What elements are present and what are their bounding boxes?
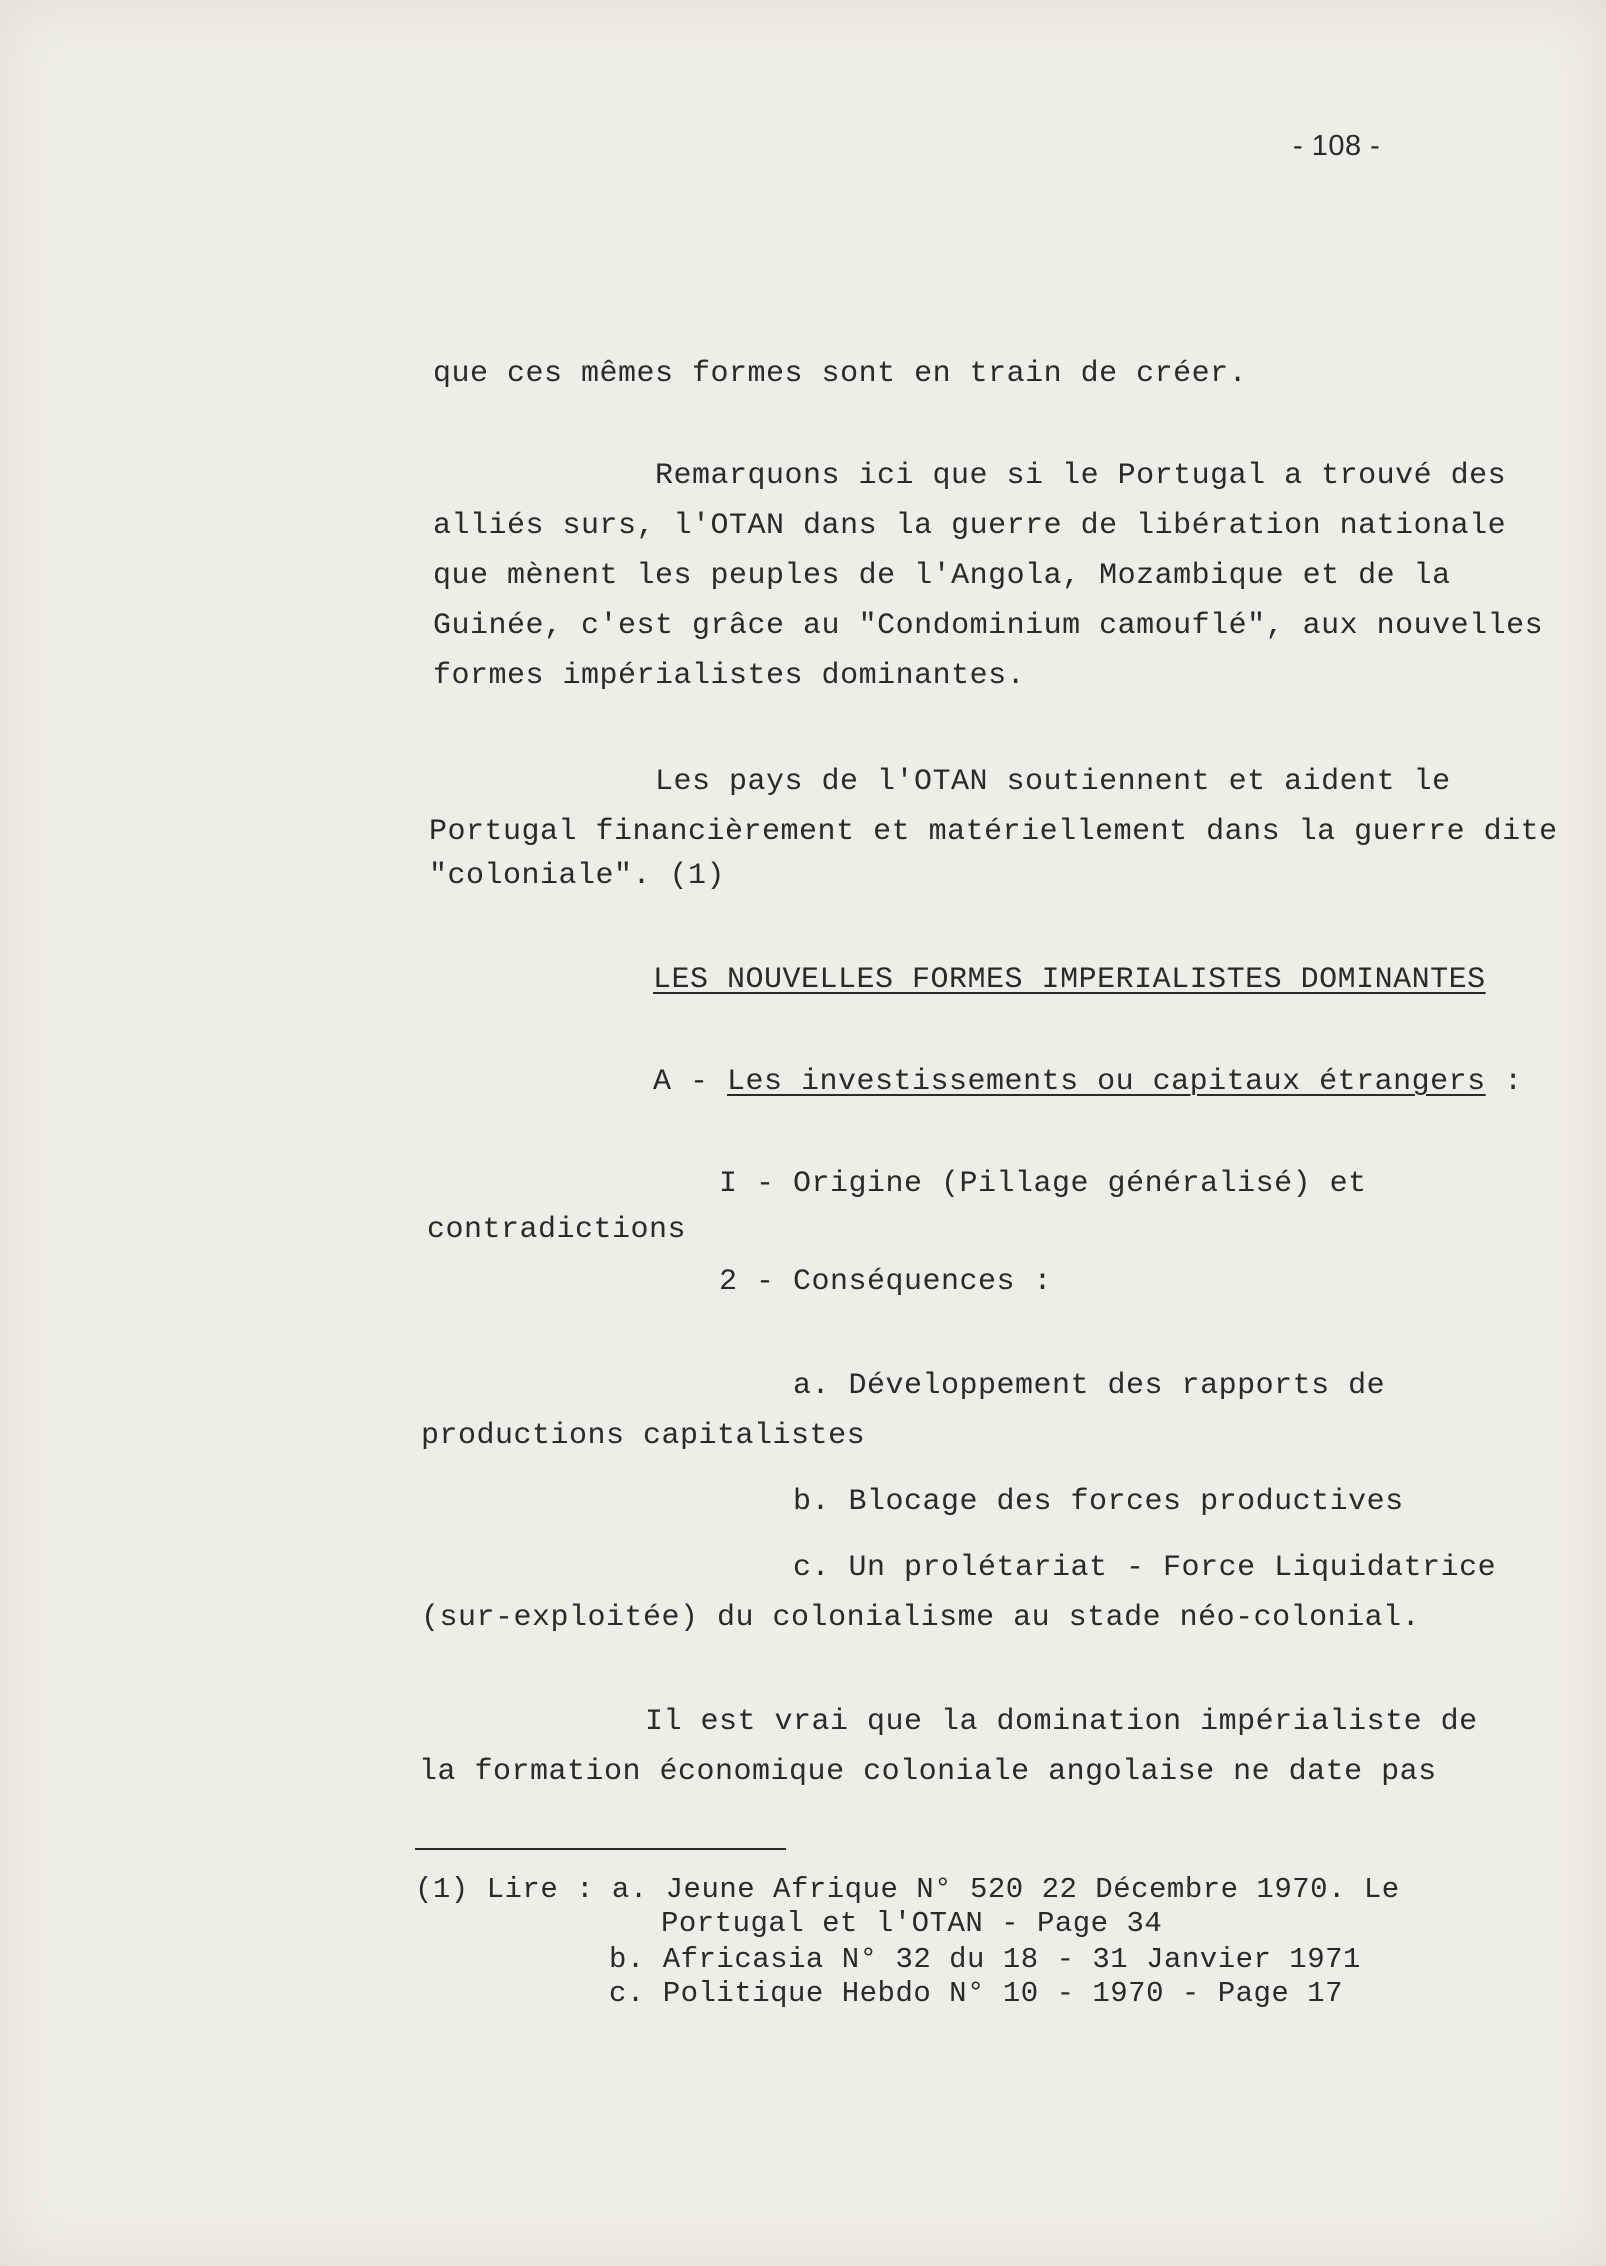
paragraph-2-line-2: alliés surs, l'OTAN dans la guerre de libération nationale bbox=[433, 509, 1507, 543]
subsection-a-prefix: A - bbox=[653, 1065, 728, 1099]
item-a-line-1: a. Développement des rapports de bbox=[793, 1369, 1386, 1403]
footnote-rule bbox=[415, 1848, 786, 1850]
paragraph-4-line-1: Il est vrai que la domination impérialiste de bbox=[645, 1705, 1478, 1739]
item-b: b. Blocage des forces productives bbox=[793, 1485, 1404, 1519]
footnote-line-2: Portugal et l'OTAN - Page 34 bbox=[661, 1907, 1163, 1940]
paragraph-2-line-1: Remarquons ici que si le Portugal a trouvé des bbox=[655, 459, 1507, 493]
footnote-line-3: b. Africasia N° 32 du 18 - 31 Janvier 1971 bbox=[609, 1943, 1361, 1976]
paragraph-1: que ces mêmes formes sont en train de créer. bbox=[433, 357, 1248, 391]
subsection-a-title: Les investissements ou capitaux étrangers bbox=[727, 1065, 1486, 1099]
item-1-line-1: I - Origine (Pillage généralisé) et bbox=[719, 1167, 1367, 1201]
paragraph-2-line-5: formes impérialistes dominantes. bbox=[433, 659, 1026, 693]
paragraph-4-line-2: la formation économique coloniale angolaise ne date pas bbox=[419, 1755, 1437, 1789]
footnote-line-4: c. Politique Hebdo N° 10 - 1970 - Page 17 bbox=[609, 1977, 1344, 2010]
footnote-line-1: (1) Lire : a. Jeune Afrique N° 520 22 Décembre 1970. Le bbox=[415, 1873, 1400, 1906]
subsection-a-suffix: : bbox=[1485, 1065, 1523, 1099]
paragraph-3-line-1: Les pays de l'OTAN soutiennent et aident le bbox=[655, 765, 1451, 799]
item-a-line-2: productions capitalistes bbox=[421, 1419, 866, 1453]
item-1-line-2: contradictions bbox=[427, 1213, 687, 1247]
item-c-line-1: c. Un prolétariat - Force Liquidatrice bbox=[793, 1551, 1497, 1585]
page-number: - 108 - bbox=[1293, 130, 1381, 162]
section-title: LES NOUVELLES FORMES IMPERIALISTES DOMINANTES bbox=[653, 963, 1486, 997]
paragraph-2-line-3: que mènent les peuples de l'Angola, Mozambique et de la bbox=[433, 559, 1451, 593]
paragraph-3-line-3: "coloniale". (1) bbox=[429, 859, 726, 893]
item-c-line-2: (sur-exploitée) du colonialisme au stade néo-colonial. bbox=[421, 1601, 1421, 1635]
paragraph-3-line-2: Portugal financièrement et matériellement dans la guerre dite bbox=[429, 815, 1558, 849]
item-2: 2 - Conséquences : bbox=[719, 1265, 1053, 1299]
paragraph-2-line-4: Guinée, c'est grâce au "Condominium camouflé", aux nouvelles bbox=[433, 609, 1544, 643]
subsection-a bbox=[653, 1064, 1523, 1100]
